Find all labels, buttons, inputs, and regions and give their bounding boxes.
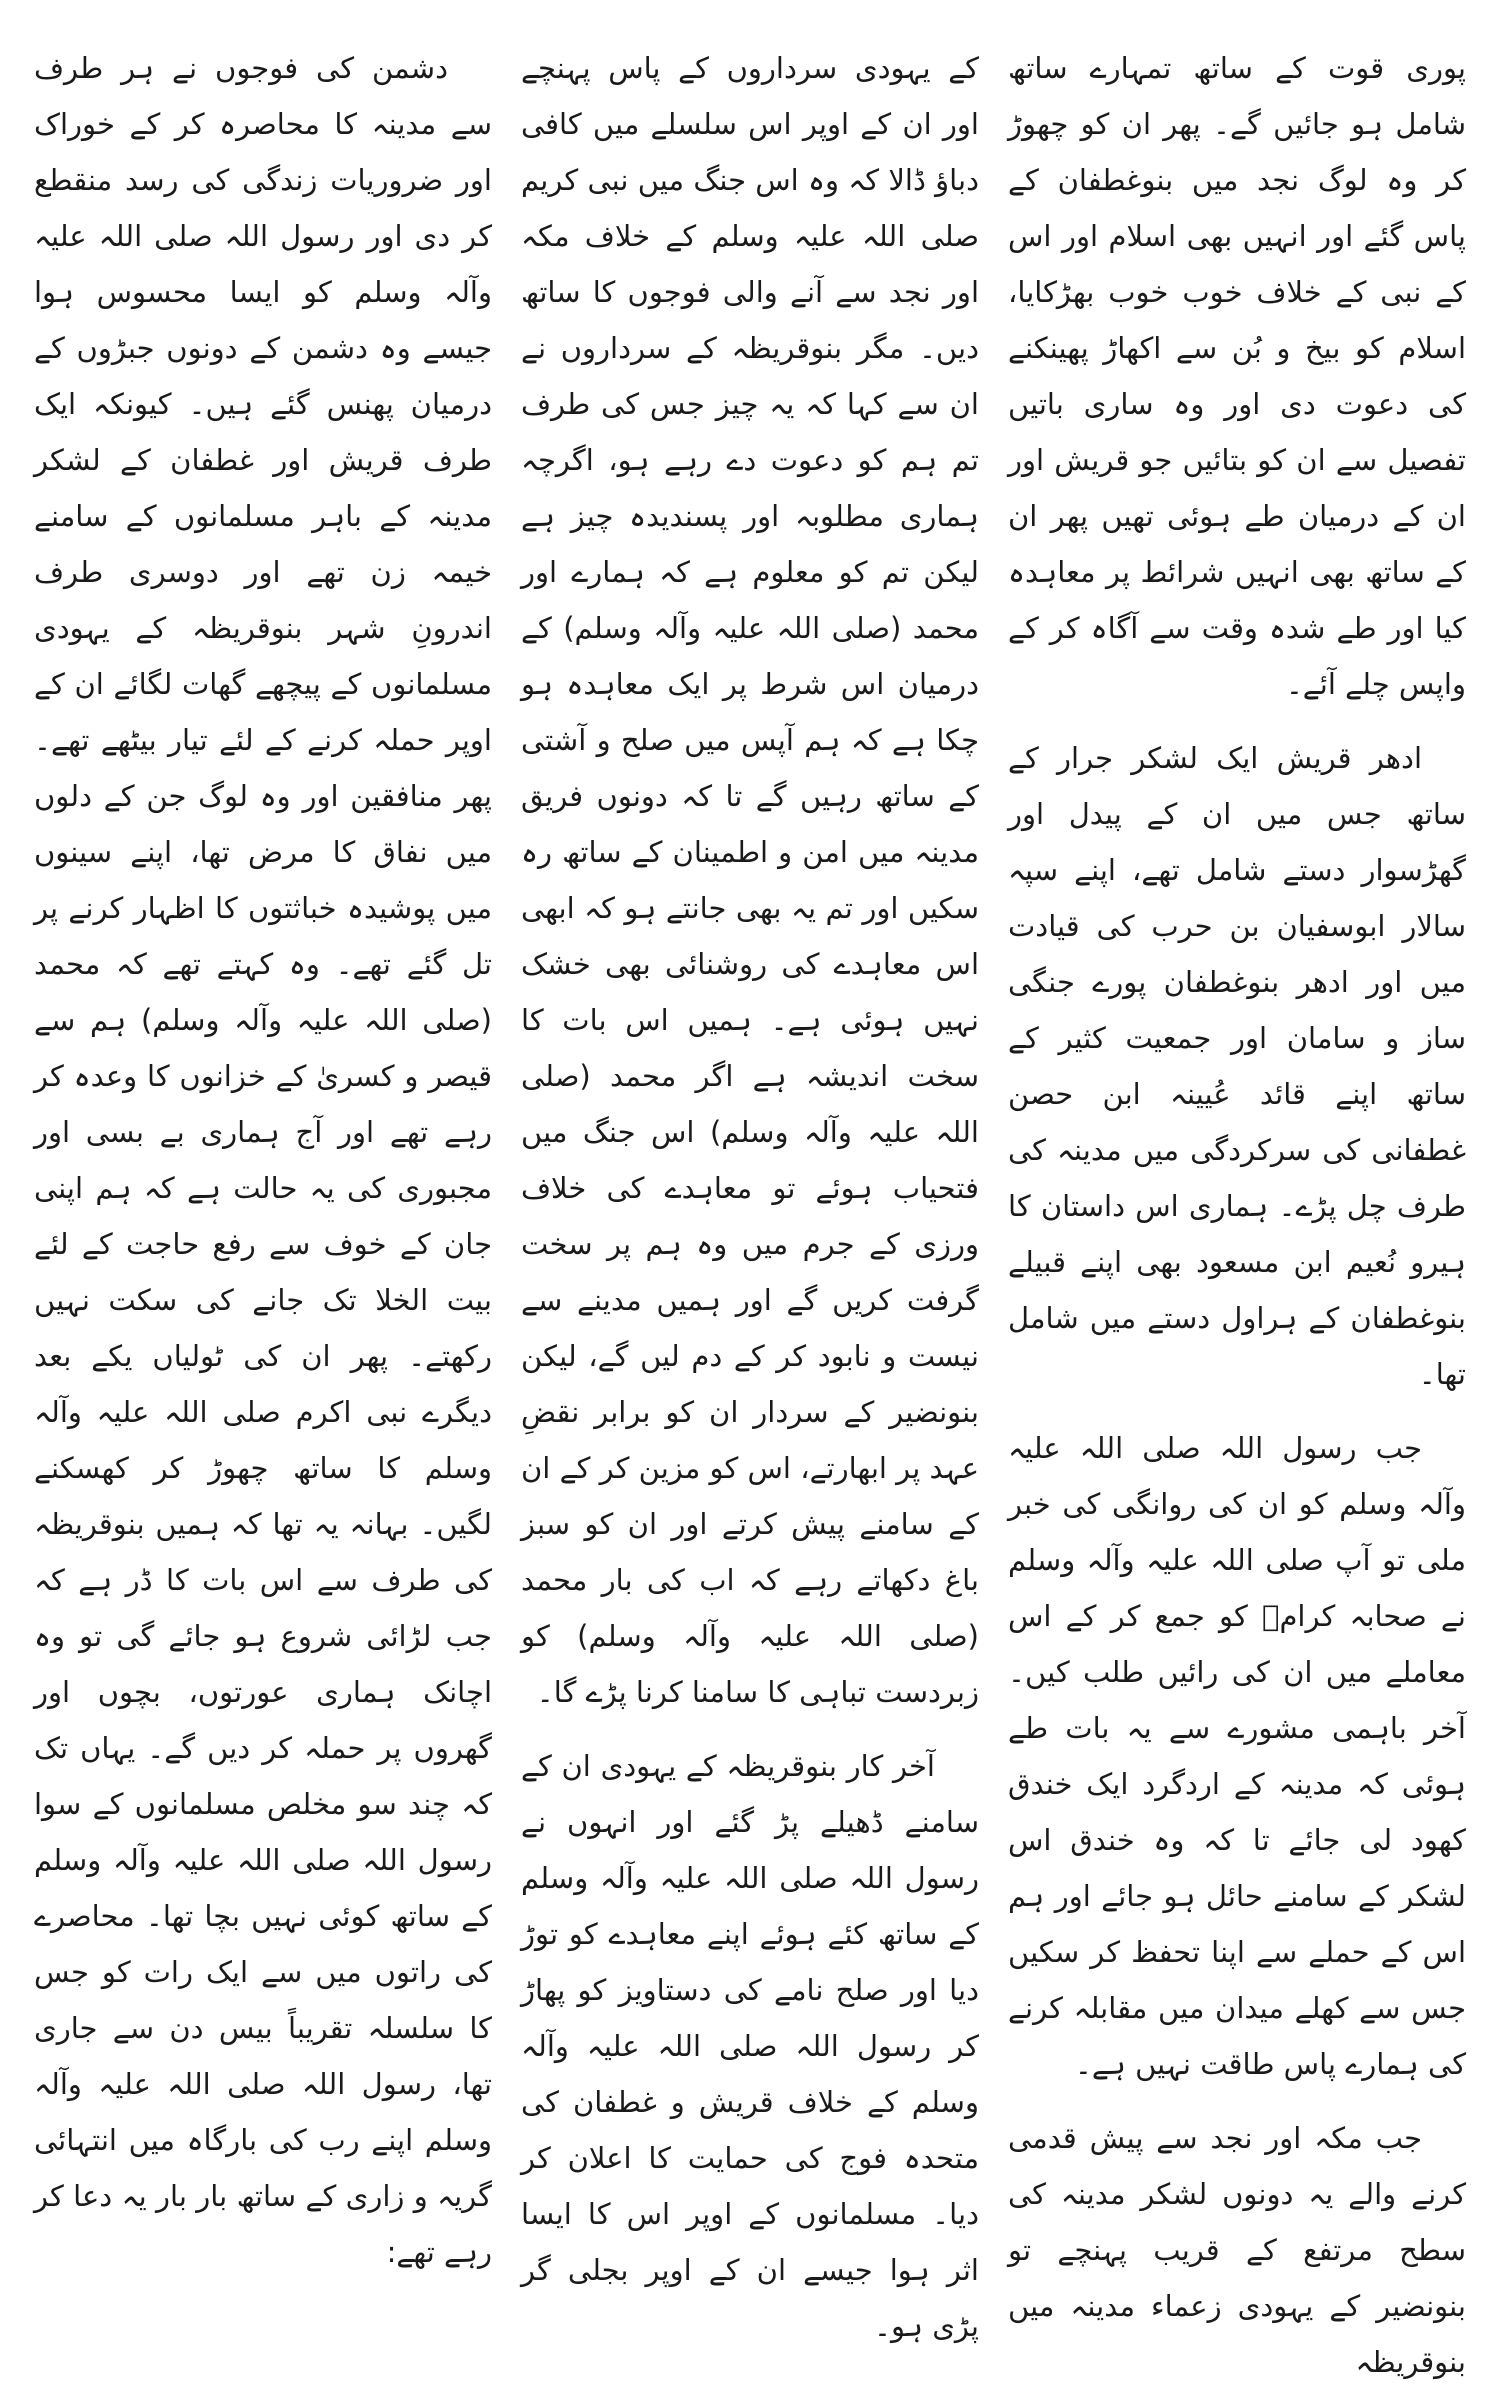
paragraph: جب مکہ اور نجد سے پیش قدمی کرنے والے یہ دونوں لشکر مدینہ کی سطح مرتفع کے قریب پہنچے تو بنونضیر کے یہودی زعماء مدینہ میں بنوقریظہ <box>1008 2121 1466 2379</box>
paragraph: دشمن کی فوجوں نے ہر طرف سے مدینہ کا محاصرہ کر کے خوراک اور ضروریات زندگی کی رسد منقطع کر دی اور رسول اللہ صلی اللہ علیہ وآلہ وسلم کو ایسا محسوس ہوا جیسے وہ دشمن کے دونوں جبڑوں کے درمیان پھنس گئے ہیں۔ کیونکہ ایک طرف قریش اور غطفان کے لشکر مدینہ کے باہر مسلمانوں کے سامنے خیمہ زن تھے اور دوسری طرف اندرونِ شہر بنوقریظہ کے یہودی مسلمانوں کے پیچھے گھات لگائے ان کے اوپر حملہ کرنے کے لئے تیار بیٹھے تھے۔ پھر منافقین اور وہ لوگ جن کے دلوں میں نفاق کا مرض تھا، اپنے سینوں میں پوشیدہ خباثتوں کا اظہار کرنے پر تل گئے تھے۔ وہ کہتے تھے کہ محمد (صلی اللہ علیہ وآلہ وسلم) ہم سے قیصر و کسریٰ کے خزانوں کا وعدہ کر رہے تھے اور آج ہماری بے بسی اور مجبوری کی یہ حالت ہے کہ ہم اپنی جان کے خوف سے رفع حاجت کے لئے بیت الخلا تک جانے کی سکت نہیں رکھتے۔ پھر ان کی ٹولیاں یکے بعد دیگرے نبی اکرم صلی اللہ علیہ وآلہ وسلم کا ساتھ چھوڑ کر کھسکنے لگیں۔ بہانہ یہ تھا کہ ہمیں بنوقریظہ کی طرف سے اس بات کا ڈر ہے کہ جب لڑائی شروع ہو جائے گی تو وہ اچانک ہماری عورتوں، بچوں اور گھروں پر حملہ کر دیں گے۔ یہاں تک کہ چند سو مخلص مسلمانوں کے سوا رسول اللہ صلی اللہ علیہ وآلہ وسلم کے ساتھ کوئی نہیں بچا تھا۔ محاصرے کی راتوں میں سے ایک رات کو جس کا سلسلہ تقریباً بیس دن سے جاری تھا، رسول اللہ صلی اللہ علیہ وآلہ وسلم اپنے رب کی بارگاہ میں انتہائی گریہ و زاری کے ساتھ بار بار یہ دعا کر رہے تھے: <box>34 51 492 2269</box>
paragraph: جب رسول اللہ صلی اللہ علیہ وآلہ وسلم کو ان کی روانگی کی خبر ملی تو آپ صلی اللہ علیہ وآلہ وسلم نے صحابہ کرامؓ کو جمع کر کے اس معاملے میں ان کی رائیں طلب کیں۔ آخر باہمی مشورے سے یہ بات طے ہوئی کہ مدینہ کے اردگرد ایک خندق کھود لی جائے تا کہ وہ خندق اس لشکر کے سامنے حائل ہو جائے اور ہم اس کے حملے سے اپنا تحفظ کر سکیں جس سے کھلے میدان میں مقابلہ کرنے کی ہمارے پاس طاقت نہیں ہے۔ <box>1008 1431 1466 2081</box>
column-left <box>34 40 492 2269</box>
column-right <box>1008 40 1466 2379</box>
paragraph: کے یہودی سرداروں کے پاس پہنچے اور ان کے اوپر اس سلسلے میں کافی دباؤ ڈالا کہ وہ اس جنگ میں نبی کریم صلی اللہ علیہ وسلم کے خلاف مکہ اور نجد سے آنے والی فوجوں کا ساتھ دیں۔ مگر بنوقریظہ کے سرداروں نے ان سے کہا کہ یہ چیز جس کی طرف تم ہم کو دعوت دے رہے ہو، اگرچہ ہماری مطلوبہ اور پسندیدہ چیز ہے لیکن تم کو معلوم ہے کہ ہمارے اور محمد (صلی اللہ علیہ وآلہ وسلم) کے درمیان اس شرط پر ایک معاہدہ ہو چکا ہے کہ ہم آپس میں صلح و آشتی کے ساتھ رہیں گے تا کہ دونوں فریق مدینہ میں امن و اطمینان کے ساتھ رہ سکیں اور تم یہ بھی جانتے ہو کہ ابھی اس معاہدے کی روشنائی بھی خشک نہیں ہوئی ہے۔ ہمیں اس بات کا سخت اندیشہ ہے اگر محمد (صلی اللہ علیہ وآلہ وسلم) اس جنگ میں فتحیاب ہوئے تو معاہدے کی خلاف ورزی کے جرم میں وہ ہم پر سخت گرفت کریں گے اور ہمیں مدینے سے نیست و نابود کر کے دم لیں گے، لیکن بنونضیر کے سردار ان کو برابر نقضِ عہد پر ابھارتے، اس کو مزین کر کے ان کے سامنے پیش کرتے اور ان کو سبز باغ دکھاتے رہے کہ اب کی بار محمد (صلی اللہ علیہ وآلہ وسلم) کو زبردست تباہی کا سامنا کرنا پڑے گا۔ <box>521 51 979 1709</box>
article-columns <box>34 40 1466 2379</box>
column-middle <box>521 40 979 2343</box>
paragraph: ادھر قریش ایک لشکر جرار کے ساتھ جس میں ان کے پیدل اور گھڑسوار دستے شامل تھے، اپنے سپہ سالار ابوسفیان بن حرب کی قیادت میں اور ادھر بنوغطفان پورے جنگی ساز و سامان اور جمعیت کثیر کے ساتھ اپنے قائد عُیینہ ابن حصن غطفانی کی سرکردگی میں مدینہ کی طرف چل پڑے۔ ہماری اس داستان کا ہیرو نُعیم ابن مسعود بھی اپنے قبیلے بنوغطفان کے ہراول دستے میں شامل تھا۔ <box>1008 741 1466 1391</box>
paragraph: آخر کار بنوقریظہ کے یہودی ان کے سامنے ڈھیلے پڑ گئے اور انہوں نے رسول اللہ صلی اللہ علیہ وآلہ وسلم کے ساتھ کئے ہوئے اپنے معاہدے کو توڑ دیا اور صلح نامے کی دستاویز کو پھاڑ کر رسول اللہ صلی اللہ علیہ وآلہ وسلم کے خلاف قریش و غطفان کی متحدہ فوج کی حمایت کا اعلان کر دیا۔ مسلمانوں کے اوپر اس کا ایسا اثر ہوا جیسے ان کے اوپر بجلی گر پڑی ہو۔ <box>521 1749 979 2343</box>
paragraph: پوری قوت کے ساتھ تمہارے ساتھ شامل ہو جائیں گے۔ پھر ان کو چھوڑ کر وہ لوگ نجد میں بنوغطفان کے پاس گئے اور انہیں بھی اسلام اور اس کے نبی کے خلاف خوب خوب بھڑکایا، اسلام کو بیخ و بُن سے اکھاڑ پھینکنے کی دعوت دی اور وہ ساری باتیں تفصیل سے ان کو بتائیں جو قریش اور ان کے درمیان طے ہوئی تھیں پھر ان کے ساتھ بھی انہیں شرائط پر معاہدہ کیا اور طے شدہ وقت سے آگاہ کر کے واپس چلے آئے۔ <box>1008 51 1466 701</box>
